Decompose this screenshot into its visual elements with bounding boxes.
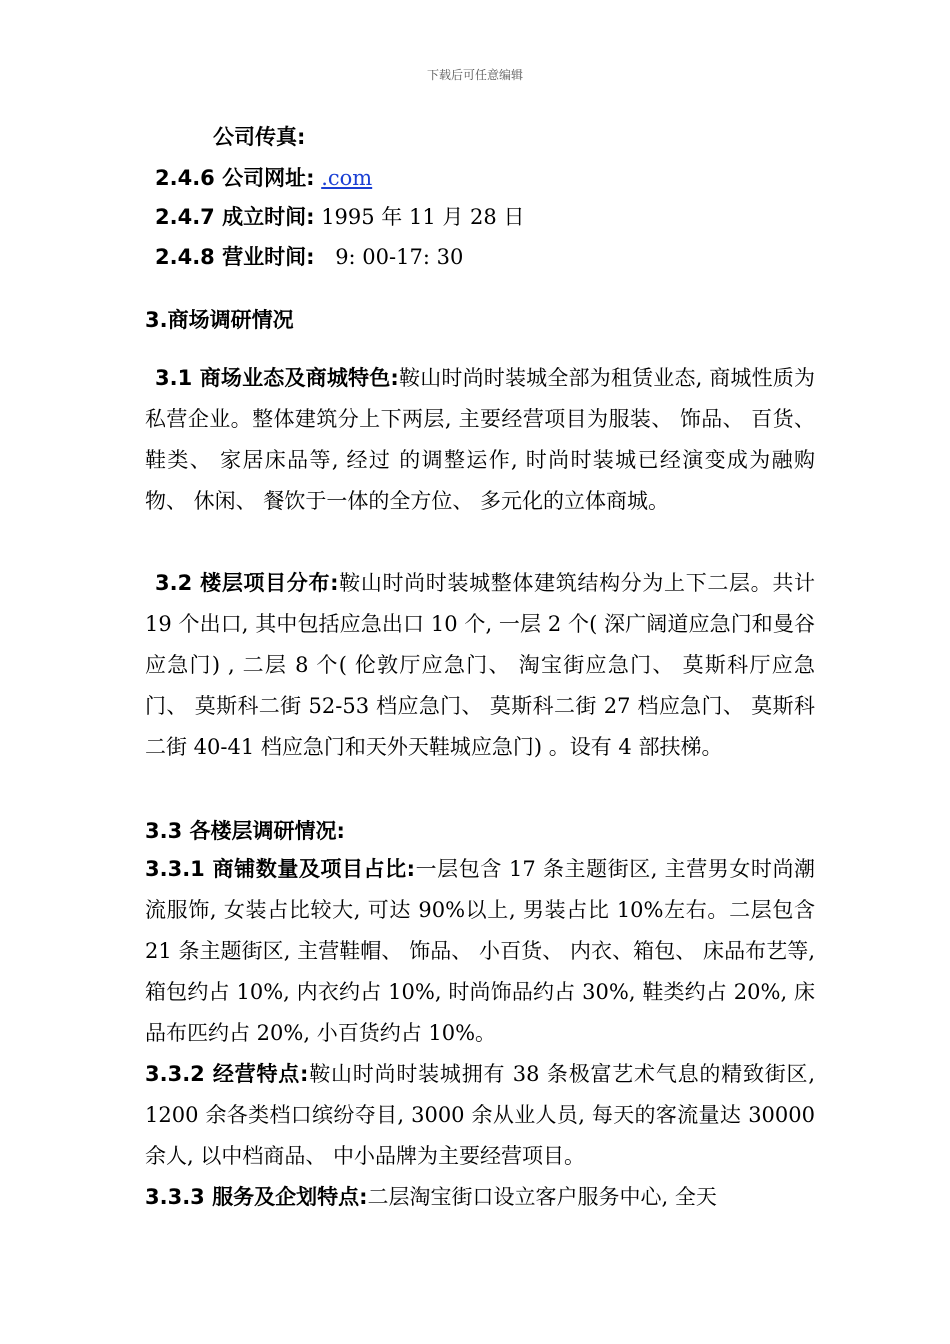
hours-line [155, 244, 463, 270]
page-header-note: 下载后可任意编辑 [426, 68, 523, 82]
founded-label: 2.4.7 成立时间: [155, 205, 315, 229]
founded-line [155, 204, 524, 230]
section-3-2-text: 鞍山时尚时装城整体建筑结构分为上下二层。共计 19 个出口, 其中包括应急出口 10 个, 一层 2 个( 深广阔道应急门和曼谷应急门) , 二层 8 个( 伦敦厅应急门、 淘宝街应急门、 莫斯科厅应急门、 莫斯科二街 52-53 档应急门、 莫斯科二街 27 档应急门、 莫斯科二街 40-41 档应急门和天外天鞋城应急门) 。设有 4 部扶梯。 [145, 571, 815, 759]
section-3-title: 3.商场调研情况 [145, 308, 294, 332]
section-3-2-label: 3.2 楼层项目分布: [155, 571, 339, 595]
website-link[interactable]: .com [321, 166, 373, 190]
section-3-3-1-label: 3.3.1 商铺数量及项目占比: [145, 857, 416, 881]
hours-value: 9: 00-17: 30 [335, 245, 464, 269]
section-3-3-1-text: 一层包含 17 条主题街区, 主营男女时尚潮流服饰, 女装占比较大, 可达 90%以上, 男装占比 10%左右。二层包含 21 条主题街区, 主营鞋帽、 饰品、 小百货、 内衣、箱包、 床品布艺等, 箱包约占 10%, 内衣约占 10%, 时尚饰品约占 30%, 鞋类约占 20%, 床品布匹约占 20%, 小百货约占 10%。 [145, 857, 816, 1045]
section-3-1-paragraph [145, 358, 815, 522]
section-3-3-2-text: 鞍山时尚时装城拥有 38 条极富艺术气息的精致街区, 1200 余各类档口缤纷夺目, 3000 余从业人员, 每天的客流量达 30000 余人, 以中档商品、 中小品牌为主要经营项目。 [145, 1062, 815, 1168]
founded-value: 1995 年 11 月 28 日 [321, 205, 525, 229]
section-3-3-1-paragraph [145, 849, 815, 1054]
section-3-3-2-label: 3.3.2 经营特点: [145, 1062, 309, 1086]
website-label: 2.4.6 公司网址: [155, 166, 315, 190]
section-3-3-3-label: 3.3.3 服务及企划特点: [145, 1185, 368, 1209]
section-3-3-3-paragraph [145, 1177, 815, 1218]
section-3-3-2-paragraph [145, 1054, 815, 1177]
section-3-3-title: 3.3 各楼层调研情况: [145, 819, 345, 843]
fax-label: 公司传真: [213, 125, 306, 149]
hours-label: 2.4.8 营业时间: [155, 245, 315, 269]
fax-line [213, 124, 305, 150]
section-3-2-paragraph [145, 563, 815, 768]
section-3-1-label: 3.1 商场业态及商城特色: [155, 366, 399, 390]
section-3-3-3-text: 二层淘宝街口设立客户服务中心, 全天 [367, 1185, 717, 1209]
website-line [155, 165, 372, 191]
section-3-1-text: 鞍山时尚时装城全部为租赁业态, 商城性质为私营企业。整体建筑分上下两层, 主要经营项目为服装、 饰品、 百货、 鞋类、 家居床品等, 经过 的调整运作, 时尚时装城已经演变成为融购物、 休闲、 餐饮于一体的全方位、 多元化的立体商城。 [145, 366, 815, 513]
